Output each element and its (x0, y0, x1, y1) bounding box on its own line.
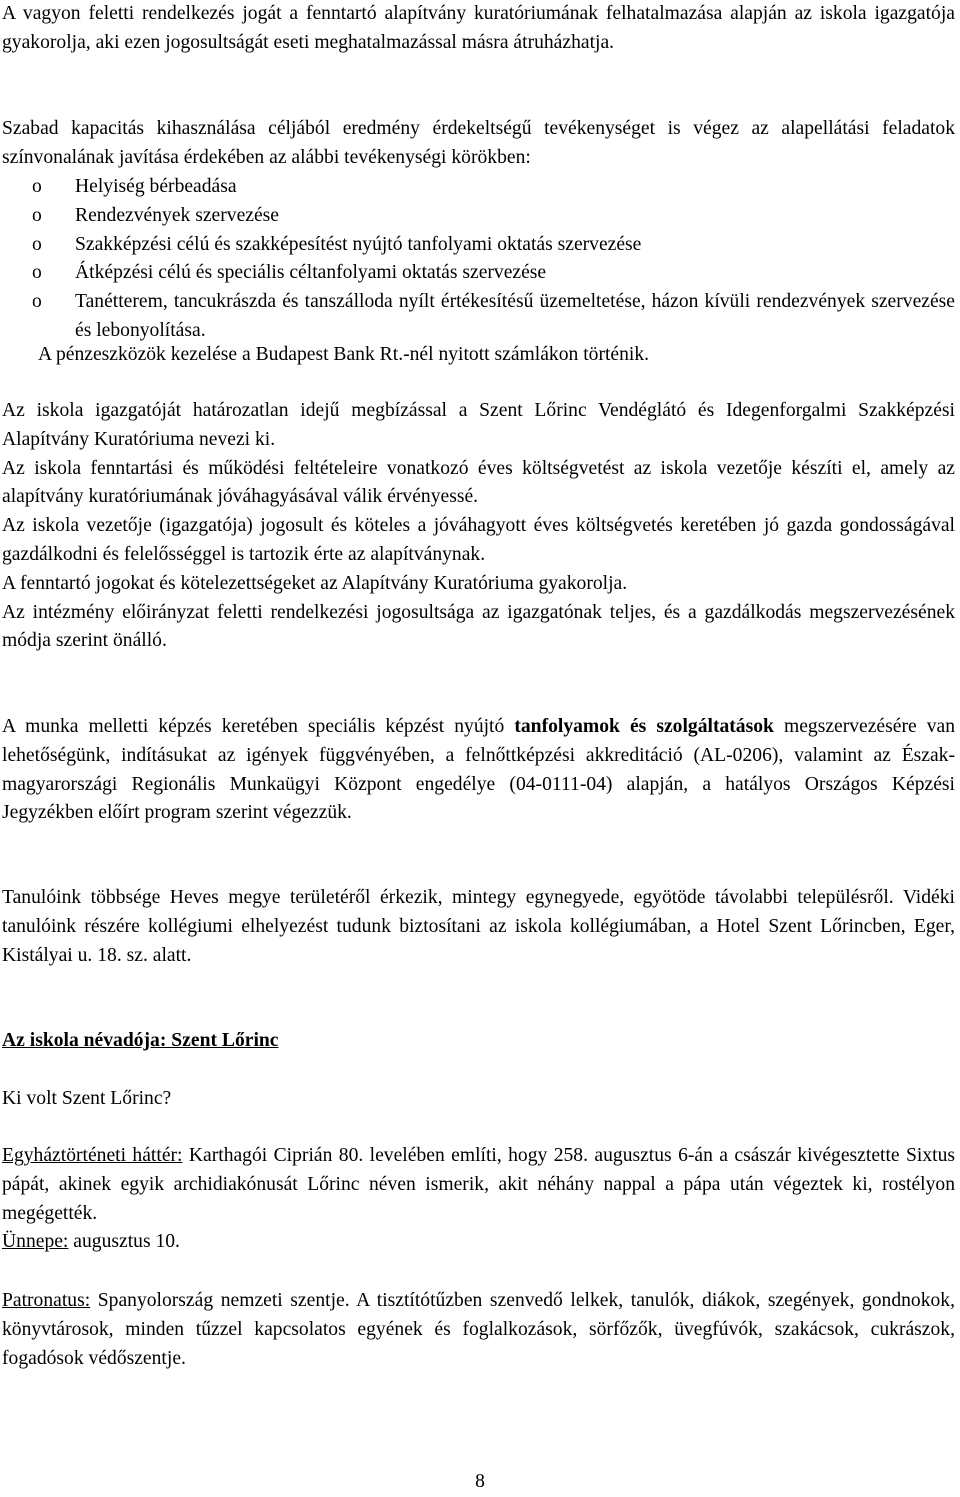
training-highlight: tanfolyamok és szolgáltatások (514, 716, 774, 737)
governance-sentence: A fenntartó jogokat és kötelezettségeket az Alapítvány Kuratóriuma gyakorolja. (2, 572, 628, 594)
governance-sentence: Az intézmény előirányzat feletti rendelkezési jogosultsága az igazgatónak teljes, és a gazdálkodás megszervezésének módja szerint önálló. (2, 601, 955, 652)
section-heading: Az iskola névadója: Szent Lőrinc (2, 1030, 279, 1051)
paragraph-asset-rights: A vagyon feletti rendelkezés jogát a fenntartó alapítvány kuratóriumának felhatalmazása alapján az iskola igazgatója gyakorolja, aki ezen jogosultságát eseti meghatalmazással másra átruházhatja. (2, 3, 955, 53)
bullet-marker: o (32, 176, 42, 197)
list-item: o Szakképzési célú és szakképesítést nyújtó tanfolyami oktatás szervezése (2, 231, 955, 260)
paragraph-history: Egyháztörténeti háttér: Karthagói Ciprián 80. levelében említi, hogy 258. augusztus 6-án a császár kivégesztette Sixtus pápát, akinek egyik archidiakónusát Lőrinc néven ismerik, akit néhány nappal a pápa után végeztek ki, rostélyon megégették. Ünnepe: augusztus 10. (2, 1145, 955, 1253)
history-label: Egyháztörténeti háttér: (2, 1145, 183, 1166)
bullet-marker: o (32, 233, 42, 255)
activity-list (2, 173, 955, 346)
paragraph-bank: A pénzeszközök kezelése a Budapest Bank Rt.-nél nyitott számlákon történik. (38, 344, 650, 365)
paragraph-governance (2, 397, 955, 656)
governance-sentence: Az iskola vezetője (igazgatója) jogosult és köteles a jóváhagyott éves költségvetés keretében jó gazda gondosságával gazdálkodni és felelősséggel is tartozik érte az alapítványnak. (2, 515, 955, 565)
paragraph-students: Tanulóink többsége Heves megye területéről érkezik, mintegy egynegyede, egyötöde távolabbi településről. Vidéki tanulóink részére kollégiumi elhelyezést tudunk biztosítani az iskola kollégiumában, a Hotel Szent Lőrincben, Eger, Kistályai u. 18. sz. alatt. (2, 887, 955, 966)
bullet-marker: o (32, 262, 42, 284)
bullet-marker: o (32, 291, 42, 313)
bullet-marker: o (32, 204, 42, 226)
question-line: Ki volt Szent Lőrinc? (2, 1088, 172, 1109)
paragraph-patronage: Patronatus: Spanyolország nemzeti szentje. A tisztítótűzben szenvedő lelkek, tanulók, diákok, szegények, gondnokok, könyvtárosok, minden tűzzel kapcsolatos egyének és foglalkozások, sörfőzők, üvegfúvók, szakácsok, cukrászok, fogadósok védőszentje. (2, 1290, 955, 1369)
list-item: o Tanétterem, tancukrászda és tanszálloda nyílt értékesítésű üzemeltetése, házon kívüli rendezvények szervezése és lebonyolítása. (2, 288, 955, 346)
feast-label: Ünnepe: (2, 1231, 69, 1253)
governance-sentence: Az iskola igazgatóját határozatlan idejű megbízással a Szent Lőrinc Vendéglátó és Idegenforgalmi Szakképzési Alapítvány Kuratóriuma nevezi ki. (2, 400, 955, 450)
list-item: o Átképzési célú és speciális céltanfolyami oktatás szervezése (2, 259, 955, 288)
list-item: o Helyiség bérbeadása (2, 173, 955, 202)
paragraph-training: A munka melletti képzés keretében speciális képzést nyújtó tanfolyamok és szolgáltatások megszervezésére van lehetőségünk, indításukat az igények függvényében, a felnőttképzési akkreditáció (AL-0206), valamint az Észak-magyarországi Regionális Munkaügyi Központ engedélye (04-0111-04) alapján, a hatályos Országos Képzési Jegyzékben előírt program szerint végezzük. (2, 716, 956, 824)
patronage-label: Patronatus: (2, 1290, 91, 1311)
paragraph-capacity-intro: Szabad kapacitás kihasználása céljából eredmény érdekeltségű tevékenységet is végez az alapellátási feladatok színvonalának javítása érdekében az alábbi tevékenységi körökben: (2, 118, 955, 168)
governance-sentence: Az iskola fenntartási és működési feltételeire vonatkozó éves költségvetést az iskola vezetője készíti el, amely az alapítvány kuratóriumának jóváhagyásával válik érvényessé. (2, 457, 955, 508)
list-item: o Rendezvények szervezése (2, 202, 955, 231)
page-number: 8 (475, 1471, 485, 1492)
